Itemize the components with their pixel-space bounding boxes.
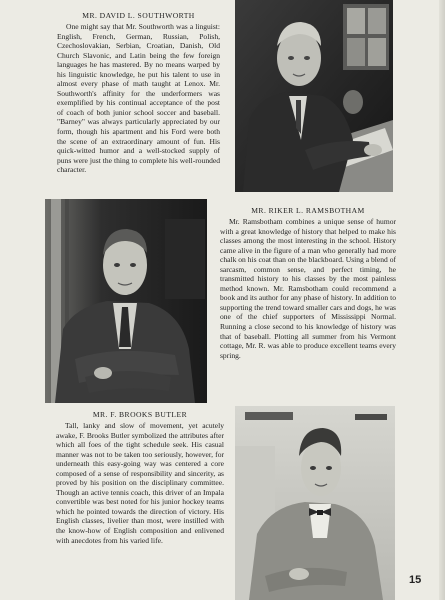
bio-body-butler: Tall, lanky and slow of movement, yet acutely awake, F. Brooks Butler symbolized the attributes after which all foes of the tight schedule seek. His casual manner was not to be taken too seriously, however, for underneath this easy-going way was centered a core composed of a sense of responsibility and sincerity, as proved by his position on the disciplinary committee. Though an active tennis coach, this driver of an Impala convertible was best noted for his junior hockey teams which he pointed towards the direction of victory. His English classes, livelier than most, were instilled with the know-how of English composition and enlivened with anecdotes from his varied life.: [56, 421, 224, 545]
bio-ramsbotham: [220, 206, 396, 360]
photo-ramsbotham: [45, 199, 207, 403]
bio-body-southworth: One might say that Mr. Southworth was a linguist: English, French, German, Russian, Polish, Czechoslovakian, Serbian, Croatian, Danish, Old Church Slavonic, and Latin being the few foreign languages he has mastered. By no means warped by his linguistic knowledge, he put his talent to use in almost every phase of math taught at Lenox. Mr. Southworth's affinity for the underformers was exemplified by his continual acceptance of the post of coach of both junior school soccer and baseball. "Barney" was always particularly appreciated by our form, though his apartment and his Ford were both the scene of an extraordinary amount of fun. His quick-witted humor and a well-stocked supply of puns were just the thing to complete his well-rounded character.: [57, 22, 220, 175]
bio-butler: [56, 410, 224, 545]
page-number: 15: [409, 574, 422, 586]
page-edge: [439, 0, 445, 600]
bio-title-butler: MR. F. BROOKS BUTLER: [92, 410, 188, 419]
bio-title-ramsbotham: MR. RIKER L. RAMSBOTHAM: [251, 206, 365, 215]
bio-southworth: [57, 11, 220, 175]
bio-body-ramsbotham: Mr. Ramsbotham combines a unique sense of humor with a great knowledge of history that helped to make his classes among the most interesting in the school. History came alive in the figure of a man who generally had more chalk on his coat than on the blackboard. Using a blend of sarcasm, common sense, and perfect timing, he transmitted history to his classes by the most painless method known. Mr. Ramsbotham could recommend a book and its author for any phase of history. In addition to supporting the trend toward smaller cars and dogs, he was one of the chief supporters of Mississippi Normal. Running a close second to his knowledge of history was that of baseball. Plotting all summer from his Vermont cottage, Mr. R. was able to produce excellent teams every spring.: [220, 217, 396, 360]
photo-southworth: [235, 0, 393, 192]
bio-title-southworth: MR. DAVID L. SOUTHWORTH: [82, 11, 195, 20]
photo-butler: [235, 406, 395, 600]
